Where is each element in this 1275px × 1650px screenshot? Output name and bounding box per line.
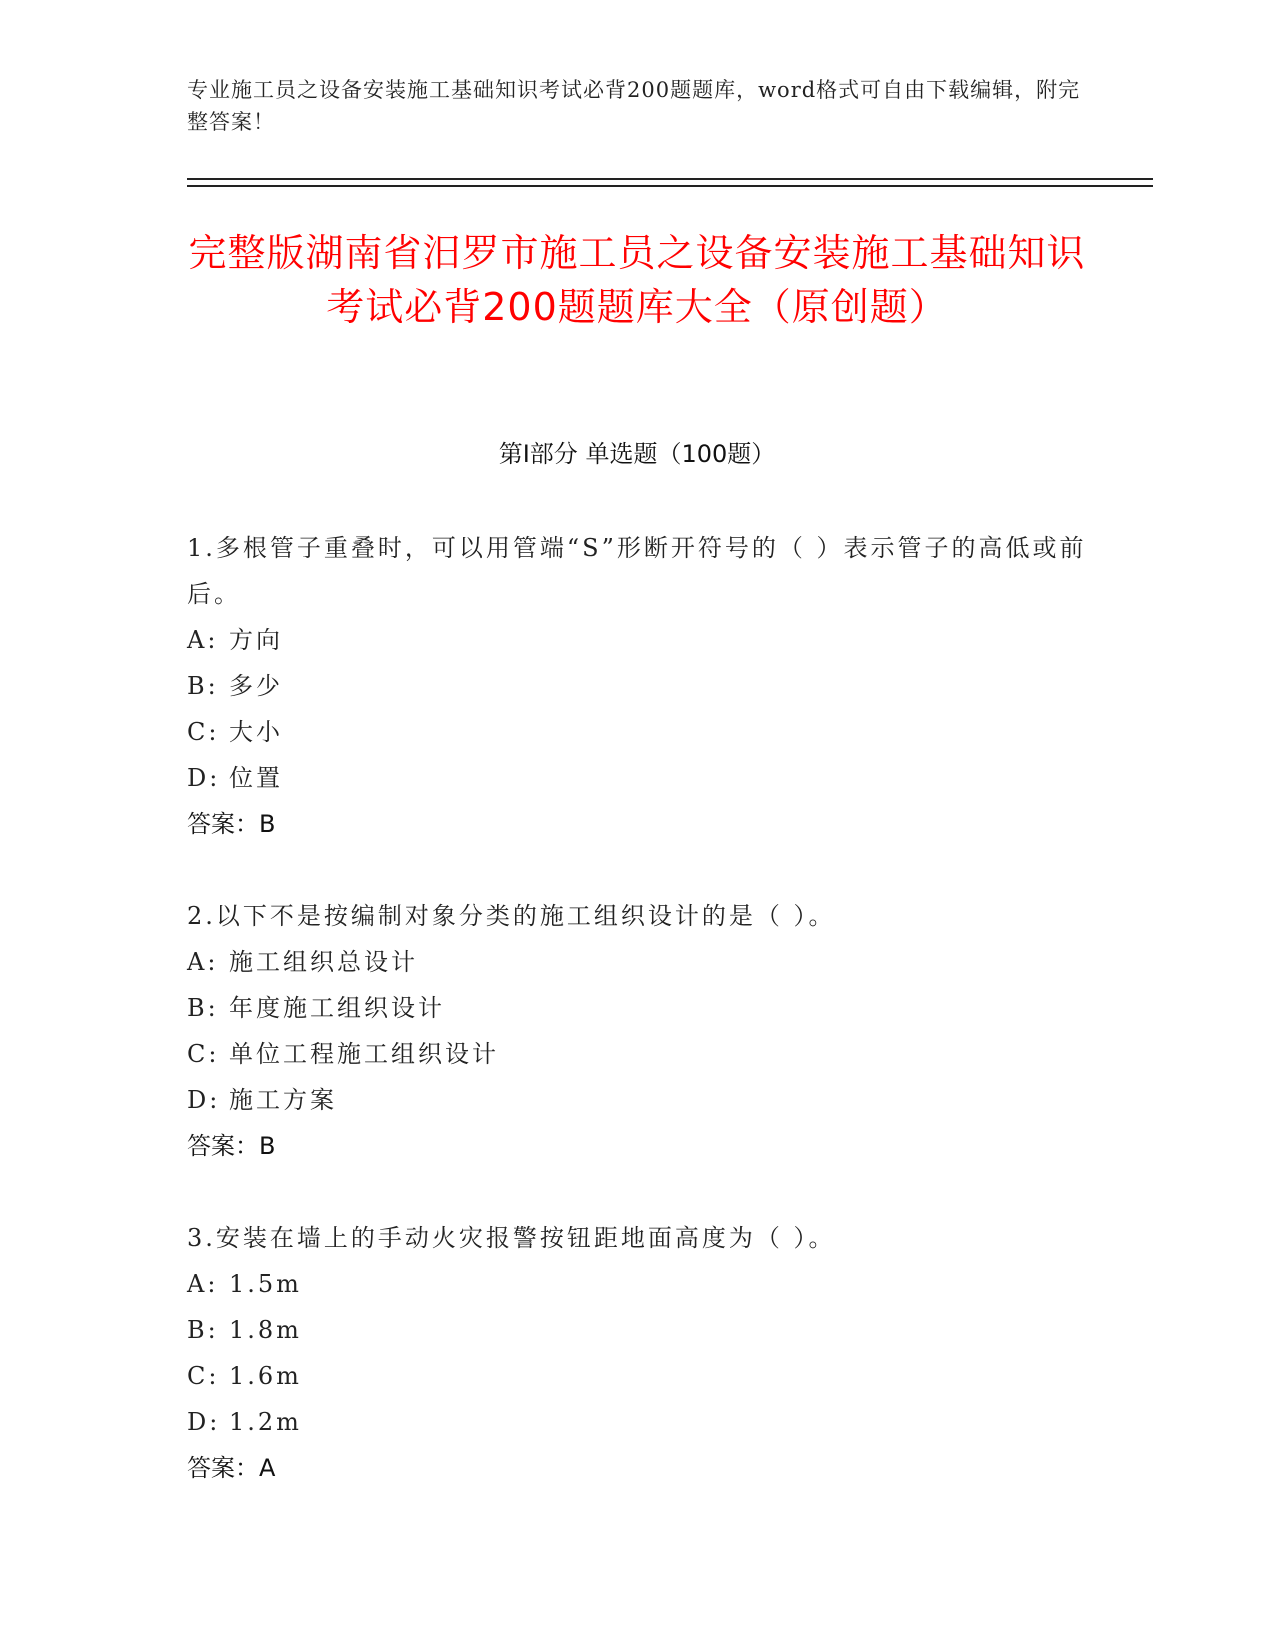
option-text: 年度施工组织设计 [229,994,445,1022]
question-stem: 3.安装在墙上的手动火灾报警按钮距地面高度为（ ）。 [187,1224,836,1252]
option-text: 1.5m [229,1270,302,1298]
question-3 [187,1215,1087,1491]
header-divider-top [187,178,1153,180]
option-letter: D: [187,1086,221,1114]
option-d [187,1399,1087,1445]
option-text: 1.2m [229,1408,302,1436]
option-a [187,617,1087,663]
question-2 [187,893,1087,1169]
header-note: 专业施工员之设备安装施工基础知识考试必背200题题库，word格式可自由下载编辑，附完整答案！ [187,78,1081,134]
option-text: 施工方案 [229,1086,337,1114]
option-text: 方向 [229,626,283,654]
option-text: 1.6m [229,1362,302,1390]
answer-line: 答案：A [187,1454,276,1482]
question-list [187,525,1087,1537]
option-text: 位置 [229,764,283,792]
header-divider-bottom [187,185,1153,187]
option-letter: A: [187,626,219,654]
option-d [187,1077,1087,1123]
option-letter: C: [187,718,220,746]
question-stem: 2.以下不是按编制对象分类的施工组织设计的是（ ）。 [187,902,836,930]
option-c [187,709,1087,755]
option-letter: C: [187,1040,220,1068]
option-b [187,985,1087,1031]
question-stem: 1.多根管子重叠时，可以用管端“S”形断开符号的（ ）表示管子的高低或前后。 [187,534,1087,608]
option-letter: C: [187,1362,220,1390]
option-d [187,755,1087,801]
option-letter: D: [187,1408,221,1436]
option-letter: A: [187,1270,219,1298]
option-b [187,1307,1087,1353]
option-text: 多少 [229,672,283,700]
document-title: 完整版湖南省汨罗市施工员之设备安装施工基础知识考试必背200题题库大全（原创题） [188,231,1086,329]
option-c [187,1353,1087,1399]
option-text: 大小 [229,718,283,746]
option-letter: D: [187,764,221,792]
option-letter: B: [187,994,219,1022]
option-a [187,939,1087,985]
option-c [187,1031,1087,1077]
question-1 [187,525,1087,847]
option-text: 单位工程施工组织设计 [229,1040,499,1068]
answer-line: 答案：B [187,1132,276,1160]
option-text: 施工组织总设计 [229,948,418,976]
option-b [187,663,1087,709]
option-letter: B: [187,1316,219,1344]
section-title: 第Ⅰ部分 单选题（100题） [498,440,776,468]
option-letter: B: [187,672,219,700]
option-text: 1.8m [229,1316,302,1344]
option-a [187,1261,1087,1307]
answer-line: 答案：B [187,810,276,838]
option-letter: A: [187,948,219,976]
